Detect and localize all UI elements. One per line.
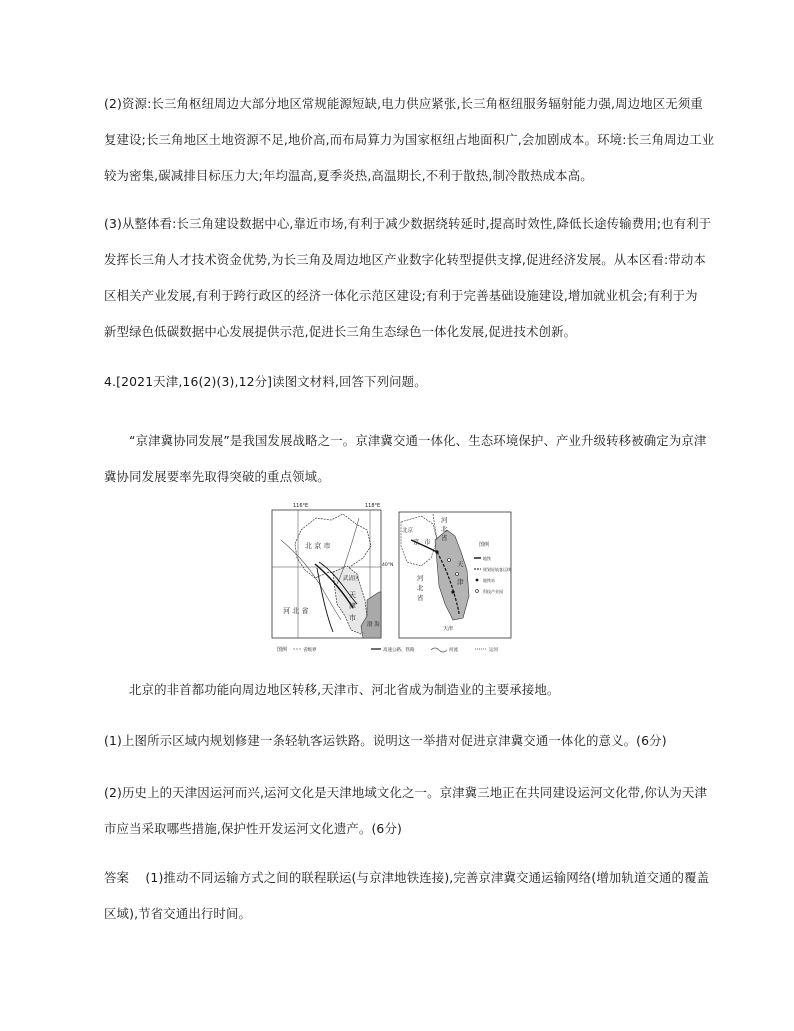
lat-label: 40°N [382, 563, 394, 568]
tech-park [456, 573, 459, 576]
legend-item: 高速公路、铁路 [383, 648, 415, 653]
text-line: 区相关产业发展,有利于跨行政区的经济一体化示范区建设;有利于完善基础设施建设,增加就业机会;有利于为 [104, 288, 698, 303]
text-line: (3)从整体看:长三角建设数据中心,靠近市场,有利于减少数据绕转延时,提高时效性,降低长途传输费用;也有利于 [104, 216, 712, 231]
hebei-label: 北 [441, 525, 448, 533]
jingjinji-map-figure [271, 500, 519, 660]
text-line: 答案 (1)推动不同运输方式之间的联程联运(与京津地铁连接),完善京津冀交通运输网络(增加轨道交通的覆盖 [104, 870, 710, 885]
hebei-label: 河 [417, 574, 424, 582]
jin-label: 津 [457, 578, 464, 586]
legend-river-symbol [431, 648, 447, 652]
legend-techpark-symbol [476, 590, 479, 593]
legend-station-symbol [476, 579, 479, 582]
answer-paragraph-3 [104, 206, 712, 350]
bottom-legend [277, 646, 498, 653]
legend-item: 运河 [489, 648, 498, 653]
text-line: “京津冀协同发展”是我国发展战略之一。京津冀交通一体化、生态环境保护、产业升级转移被确定为京津 [129, 433, 707, 448]
beijing-label: 京 [413, 538, 420, 546]
text-line: 北京的非首都功能向周边地区转移,天津市、河北省成为制造业的主要承接地。 [129, 682, 560, 697]
hebei-label: 省 [441, 534, 448, 542]
tian-label: 天 [349, 591, 356, 599]
answer-paragraph-2 [104, 86, 715, 194]
answer-paragraph [104, 860, 710, 932]
question-4-1 [104, 723, 694, 759]
legend-item: 河流 [449, 648, 458, 653]
legend-item: 地铁站 [483, 578, 495, 583]
shi-label: 市 [349, 614, 356, 622]
text-line: 较为密集,碳减排目标压力大;年均温高,夏季炎热,高温期长,不利于散热,制冷散热成本高。 [104, 168, 593, 183]
text-line: (2)资源:长三角枢纽周边大部分地区常规能源短缺,电力供应紧张,长三角枢纽服务辐射能力强,周边地区无须重 [104, 96, 703, 111]
text-line: 市应当采取哪些措施,保护性开发运河文化遗产。(6分) [104, 821, 402, 836]
text-line: 发挥长三角人才技术资金优势,为长三角及周边地区产业数字化转型提供支撑,促进经济发展。从本区看:带动本 [104, 252, 706, 267]
tianjin-label: 天津 [443, 626, 454, 632]
beijing-label: 市 [424, 538, 431, 546]
text-line: 冀协同发展要率先取得突破的重点领域。 [104, 469, 330, 484]
metro-station [451, 590, 454, 593]
tech-park [448, 559, 451, 562]
legend-item: 地铁 [483, 556, 491, 561]
text-line: (1)上图所示区域内规划修建一条轻轨客运铁路。说明这一举措对促进京津冀交通一体化的意义。(6分) [104, 733, 667, 748]
metro-station [435, 550, 438, 553]
beijing-label: 北 京 市 [305, 542, 331, 550]
text-line: 区域),节省交通出行时间。 [104, 906, 252, 921]
beijing-label: 北京 [402, 528, 414, 534]
material-paragraph-2 [129, 672, 694, 708]
legend-item: 规划轻轨客运线 [483, 567, 511, 572]
jin-label: 津 [349, 602, 356, 610]
map-svg [271, 500, 519, 660]
legend-item: 科技产业园 [483, 589, 503, 594]
question-4-2 [104, 775, 708, 847]
question-4-header [104, 364, 694, 400]
lon-label: 116°E [293, 503, 309, 509]
left-map [272, 503, 393, 638]
legend-title: 图例 [479, 542, 490, 548]
text-line: 4.[2021天津,16(2)(3),12分]读图文材料,回答下列问题。 [104, 374, 427, 389]
right-map [399, 512, 511, 638]
text-line: (2)历史上的天津因运河而兴,运河文化是天津地域文化之一。京津冀三地正在共同建设运河文化带,你认为天津 [104, 785, 708, 800]
tian-label: 天 [457, 560, 464, 568]
text-line: 复建设;长三角地区土地资源不足,地价高,而布局算力为国家枢纽占地面积广,会加剧成本。环境:长三角周边工业 [104, 132, 715, 147]
wuqing-label: 武清区 [343, 576, 360, 582]
lon-label: 118°E [365, 503, 381, 509]
hebei-label: 省 [417, 594, 424, 602]
hebei-label: 河 北 省 [283, 607, 309, 615]
bohai-label: 渤 海 [367, 622, 380, 628]
text-line: 新型绿色低碳数据中心发展提供示范,促进长三角生态绿色一体化发展,促进技术创新。 [104, 324, 577, 339]
legend-item: 省级界 [303, 648, 317, 653]
material-paragraph-1 [104, 423, 707, 495]
hebei-label: 北 [417, 584, 424, 592]
legend-title: 图例 [277, 647, 288, 653]
hebei-label: 河 [441, 516, 448, 524]
